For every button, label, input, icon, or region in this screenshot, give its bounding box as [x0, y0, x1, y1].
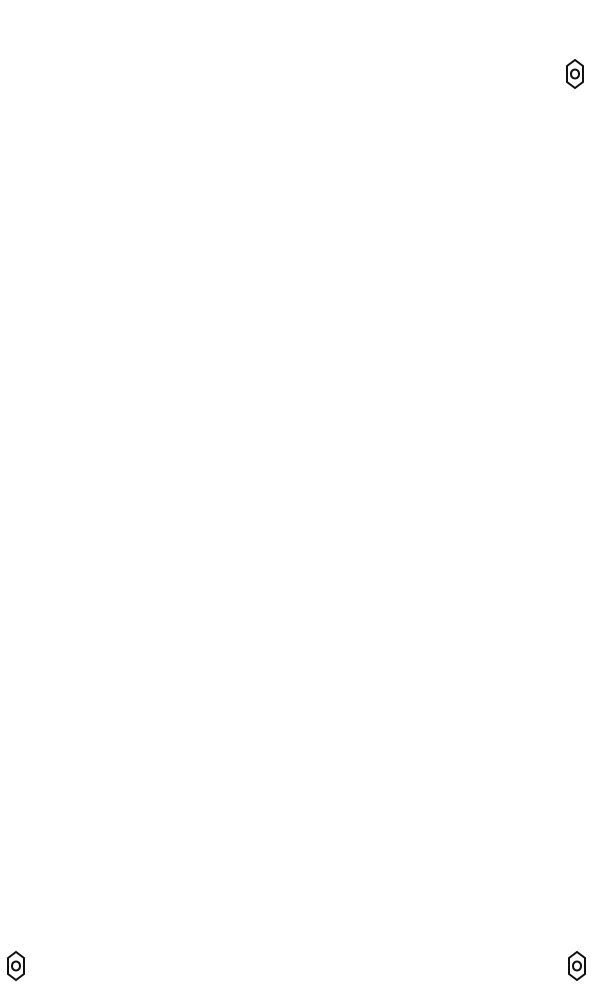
corner-flourish-top-right	[567, 60, 583, 88]
corner-flourish-bottom-right	[569, 952, 585, 980]
corner-flourish-bottom-left	[8, 952, 24, 980]
